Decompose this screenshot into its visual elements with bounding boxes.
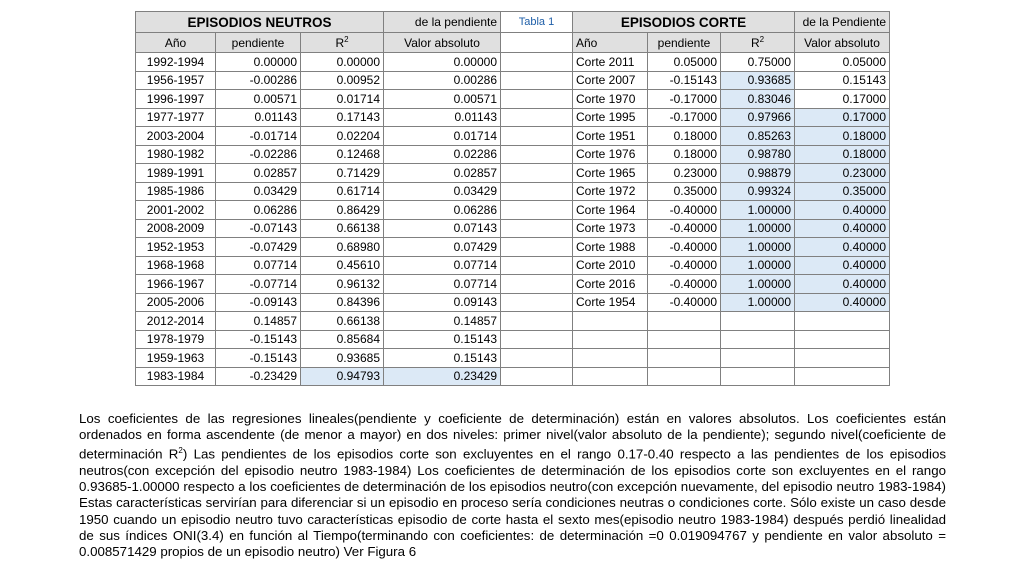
neutros-cell: -0.23429 xyxy=(216,367,301,386)
neutros-cell: 0.23429 xyxy=(384,367,501,386)
neutros-cell: 2003-2004 xyxy=(136,127,216,146)
corte-cell: Corte 1970 xyxy=(573,90,648,109)
corte-cell xyxy=(721,330,795,349)
neutros-cell: 1996-1997 xyxy=(136,90,216,109)
neutros-cell: 0.02204 xyxy=(301,127,384,146)
neutros-cell: 0.85684 xyxy=(301,330,384,349)
corte-cell xyxy=(648,330,721,349)
table-row xyxy=(136,182,890,201)
neutros-cell: 0.14857 xyxy=(216,312,301,331)
corte-cell xyxy=(573,349,648,368)
r2-superscript: 2 xyxy=(344,35,349,44)
table-row xyxy=(136,53,890,72)
episodes-table xyxy=(135,11,890,386)
neutros-cell: 0.09143 xyxy=(384,293,501,312)
corte-cell: 0.23000 xyxy=(648,164,721,183)
neutros-header-abs: Valor absoluto xyxy=(384,33,501,53)
neutros-cell: 1978-1979 xyxy=(136,330,216,349)
corte-cell xyxy=(573,312,648,331)
spacer-cell xyxy=(501,182,573,201)
corte-cell xyxy=(648,349,721,368)
corte-cell: 0.35000 xyxy=(648,182,721,201)
table-row xyxy=(136,164,890,183)
spacer-cell xyxy=(501,367,573,386)
neutros-cell: 0.68980 xyxy=(301,238,384,257)
table-row xyxy=(136,201,890,220)
corte-cell xyxy=(721,349,795,368)
corte-cell: 0.18000 xyxy=(648,127,721,146)
corte-cell xyxy=(795,312,890,331)
neutros-cell: 1980-1982 xyxy=(136,145,216,164)
neutros-header-r2: $R^2$ xyxy=(301,33,384,53)
neutros-header-year: Año xyxy=(136,33,216,53)
corte-cell: Corte 1964 xyxy=(573,201,648,220)
corte-header-year: Año xyxy=(573,33,648,53)
corte-header-slope: pendiente xyxy=(648,33,721,53)
neutros-cell: 0.07714 xyxy=(216,256,301,275)
paragraph-text-2: ) Las pendientes de los episodios corte son excluyentes en el rango 0.17-0.40 respecto a las pendientes de los episodios neutros(con excepción del episodio neutro 1983-1984) Los coeficientes de determinación de los episodios corte son excluyentes en el rango 0.93685-1.00000 respecto a los coeficientes de determinación de los episodios neutro(con excepción nuevamente, del episodio neutro 1983-1984) Estas características servirían para diferenciar si un episodio en proceso sería condiciones neutras o condiciones corte. Sólo existe un caso desde 1950 cuando un episodio neutro tuvo características episodio de corte hasta el sexto mes(episodio neutro 1983-1984) después perdió linealidad de sus índices ONI(3.4) en función al Tiempo(terminando con coeficientes: de determinación =0 0.019094767 y pendiente en valor absoluto = 0.008571429 propios de un episodio neutro) Ver Figura 6 xyxy=(79,446,946,560)
table-row xyxy=(136,145,890,164)
neutros-cell: 0.15143 xyxy=(384,349,501,368)
corte-cell: Corte 1951 xyxy=(573,127,648,146)
neutros-cell: 0.00571 xyxy=(384,90,501,109)
neutros-cell: 0.07143 xyxy=(384,219,501,238)
spacer-cell xyxy=(501,90,573,109)
corte-cell: 1.00000 xyxy=(721,201,795,220)
neutros-cell: -0.15143 xyxy=(216,349,301,368)
spacer-cell xyxy=(501,275,573,294)
table-row xyxy=(136,71,890,90)
corte-cell: Corte 2007 xyxy=(573,71,648,90)
corte-cell: 0.05000 xyxy=(795,53,890,72)
spacer-cell xyxy=(501,71,573,90)
r2-superscript: 2 xyxy=(759,35,765,44)
neutros-cell: 0.45610 xyxy=(301,256,384,275)
corte-title: EPISODIOS CORTE xyxy=(573,12,795,33)
spacer-cell xyxy=(501,164,573,183)
neutros-cell: 0.00000 xyxy=(301,53,384,72)
neutros-cell: 0.71429 xyxy=(301,164,384,183)
corte-cell: 0.40000 xyxy=(795,256,890,275)
neutros-title: EPISODIOS NEUTROS xyxy=(136,12,384,33)
corte-cell: -0.40000 xyxy=(648,275,721,294)
corte-cell: 1.00000 xyxy=(721,238,795,257)
corte-cell: 0.15143 xyxy=(795,71,890,90)
corte-cell: Corte 2011 xyxy=(573,53,648,72)
corte-cell: Corte 1965 xyxy=(573,164,648,183)
corte-cell xyxy=(648,367,721,386)
corte-cell xyxy=(573,367,648,386)
neutros-cell: 0.66138 xyxy=(301,219,384,238)
neutros-cell: 0.03429 xyxy=(216,182,301,201)
corte-cell xyxy=(721,312,795,331)
neutros-cell: -0.09143 xyxy=(216,293,301,312)
neutros-cell: 0.66138 xyxy=(301,312,384,331)
corte-cell: 0.40000 xyxy=(795,201,890,220)
neutros-cell: 0.01714 xyxy=(301,90,384,109)
corte-cell xyxy=(721,367,795,386)
corte-cell xyxy=(795,330,890,349)
neutros-cell: 0.94793 xyxy=(301,367,384,386)
corte-cell: -0.40000 xyxy=(648,219,721,238)
neutros-cell: -0.01714 xyxy=(216,127,301,146)
corte-cell: 0.98879 xyxy=(721,164,795,183)
table-row xyxy=(136,256,890,275)
neutros-cell: 1985-1986 xyxy=(136,182,216,201)
corte-cell: Corte 1988 xyxy=(573,238,648,257)
neutros-cell: 1956-1957 xyxy=(136,71,216,90)
corte-cell: 0.40000 xyxy=(795,219,890,238)
corte-cell: Corte 2016 xyxy=(573,275,648,294)
corte-cell: -0.40000 xyxy=(648,201,721,220)
neutros-subtitle: de la pendiente xyxy=(384,12,501,33)
corte-cell: 0.18000 xyxy=(795,145,890,164)
spacer-cell xyxy=(501,256,573,275)
neutros-cell: 0.86429 xyxy=(301,201,384,220)
table-row xyxy=(136,293,890,312)
neutros-cell: 0.01143 xyxy=(216,108,301,127)
spacer-cell xyxy=(501,238,573,257)
corte-cell xyxy=(795,349,890,368)
table-row xyxy=(136,330,890,349)
neutros-cell: 0.17143 xyxy=(301,108,384,127)
neutros-cell: 0.01143 xyxy=(384,108,501,127)
table-row xyxy=(136,219,890,238)
neutros-cell: 0.02857 xyxy=(384,164,501,183)
neutros-cell: 1968-1968 xyxy=(136,256,216,275)
corte-cell: 0.40000 xyxy=(795,238,890,257)
neutros-cell: -0.07714 xyxy=(216,275,301,294)
spacer-cell xyxy=(501,145,573,164)
paragraph-superscript: 2 xyxy=(178,446,183,456)
neutros-cell: -0.15143 xyxy=(216,330,301,349)
spacer-cell xyxy=(501,349,573,368)
neutros-cell: 0.93685 xyxy=(301,349,384,368)
corte-cell: 0.35000 xyxy=(795,182,890,201)
corte-cell: 0.98780 xyxy=(721,145,795,164)
neutros-cell: 1959-1963 xyxy=(136,349,216,368)
corte-cell: 0.23000 xyxy=(795,164,890,183)
corte-cell: -0.15143 xyxy=(648,71,721,90)
table-row xyxy=(136,275,890,294)
neutros-cell: 0.14857 xyxy=(384,312,501,331)
corte-cell: -0.17000 xyxy=(648,90,721,109)
neutros-cell: 0.00000 xyxy=(216,53,301,72)
corte-cell: Corte 1976 xyxy=(573,145,648,164)
spacer-cell xyxy=(501,293,573,312)
corte-cell: -0.40000 xyxy=(648,256,721,275)
corte-cell: 1.00000 xyxy=(721,219,795,238)
neutros-cell: 0.96132 xyxy=(301,275,384,294)
corte-cell: 0.85263 xyxy=(721,127,795,146)
corte-cell xyxy=(795,367,890,386)
spacer-cell xyxy=(501,53,573,72)
corte-subtitle: de la Pendiente xyxy=(795,12,890,33)
neutros-cell: 0.01714 xyxy=(384,127,501,146)
neutros-cell: 2005-2006 xyxy=(136,293,216,312)
neutros-cell: 1977-1977 xyxy=(136,108,216,127)
corte-cell: 1.00000 xyxy=(721,275,795,294)
neutros-cell: 0.00571 xyxy=(216,90,301,109)
neutros-cell: 2008-2009 xyxy=(136,219,216,238)
neutros-cell: 0.15143 xyxy=(384,330,501,349)
tabla-label: Tabla 1 xyxy=(501,12,573,33)
neutros-cell: 0.07714 xyxy=(384,256,501,275)
neutros-cell: 1992-1994 xyxy=(136,53,216,72)
neutros-cell: 0.12468 xyxy=(301,145,384,164)
corte-cell: Corte 1972 xyxy=(573,182,648,201)
paragraph-text-1: Los coeficientes de las regresiones lineales(pendiente y coeficiente de determinación) están en valores absolutos. Los coeficientes están ordenados en forma ascendente (de menor a mayor) en dos niveles: primer nivel(valor absoluto de la pendiente); segundo nivel(coeficiente de determinación R xyxy=(79,411,946,462)
corte-cell: 0.17000 xyxy=(795,108,890,127)
neutros-header-slope: pendiente xyxy=(216,33,301,53)
corte-cell: Corte 1954 xyxy=(573,293,648,312)
corte-cell: -0.17000 xyxy=(648,108,721,127)
corte-cell xyxy=(573,330,648,349)
neutros-cell: 1989-1991 xyxy=(136,164,216,183)
neutros-cell: 1952-1953 xyxy=(136,238,216,257)
neutros-cell: 0.61714 xyxy=(301,182,384,201)
neutros-cell: 0.03429 xyxy=(384,182,501,201)
neutros-cell: 0.06286 xyxy=(384,201,501,220)
corte-cell: 1.00000 xyxy=(721,293,795,312)
description-paragraph xyxy=(79,411,946,560)
corte-cell xyxy=(648,312,721,331)
spacer-cell xyxy=(501,108,573,127)
corte-cell: 0.97966 xyxy=(721,108,795,127)
neutros-cell: 1966-1967 xyxy=(136,275,216,294)
neutros-cell: 0.02286 xyxy=(384,145,501,164)
table-row xyxy=(136,367,890,386)
corte-cell: Corte 1973 xyxy=(573,219,648,238)
spacer-cell xyxy=(501,219,573,238)
table-row xyxy=(136,127,890,146)
neutros-cell: 0.00000 xyxy=(384,53,501,72)
corte-cell: Corte 2010 xyxy=(573,256,648,275)
corte-header-abs: Valor absoluto xyxy=(795,33,890,53)
neutros-cell: -0.00286 xyxy=(216,71,301,90)
spacer-cell xyxy=(501,312,573,331)
corte-cell: 0.17000 xyxy=(795,90,890,109)
neutros-cell: 0.07714 xyxy=(384,275,501,294)
corte-cell: 0.75000 xyxy=(721,53,795,72)
corte-cell: -0.40000 xyxy=(648,293,721,312)
corte-cell: 0.40000 xyxy=(795,275,890,294)
neutros-cell: 0.06286 xyxy=(216,201,301,220)
table-row xyxy=(136,349,890,368)
neutros-cell: 0.07429 xyxy=(384,238,501,257)
neutros-cell: 2001-2002 xyxy=(136,201,216,220)
corte-cell: 0.40000 xyxy=(795,293,890,312)
corte-cell: 0.99324 xyxy=(721,182,795,201)
spacer-cell xyxy=(501,201,573,220)
table-row xyxy=(136,108,890,127)
table-row xyxy=(136,312,890,331)
corte-cell: 0.05000 xyxy=(648,53,721,72)
corte-cell: 0.18000 xyxy=(648,145,721,164)
neutros-cell: 2012-2014 xyxy=(136,312,216,331)
spacer-cell xyxy=(501,330,573,349)
corte-cell: 0.18000 xyxy=(795,127,890,146)
table-row xyxy=(136,90,890,109)
corte-cell: Corte 1995 xyxy=(573,108,648,127)
corte-cell: 0.83046 xyxy=(721,90,795,109)
neutros-cell: 0.84396 xyxy=(301,293,384,312)
corte-cell: -0.40000 xyxy=(648,238,721,257)
neutros-cell: 0.00952 xyxy=(301,71,384,90)
neutros-cell: -0.07143 xyxy=(216,219,301,238)
corte-cell: 1.00000 xyxy=(721,256,795,275)
neutros-cell: -0.07429 xyxy=(216,238,301,257)
corte-cell: 0.93685 xyxy=(721,71,795,90)
spacer-cell xyxy=(501,33,573,53)
neutros-cell: 0.00286 xyxy=(384,71,501,90)
neutros-cell: -0.02286 xyxy=(216,145,301,164)
spacer-cell xyxy=(501,127,573,146)
neutros-cell: 1983-1984 xyxy=(136,367,216,386)
corte-header-r2: $R^2$ xyxy=(721,33,795,53)
neutros-cell: 0.02857 xyxy=(216,164,301,183)
table-row xyxy=(136,238,890,257)
